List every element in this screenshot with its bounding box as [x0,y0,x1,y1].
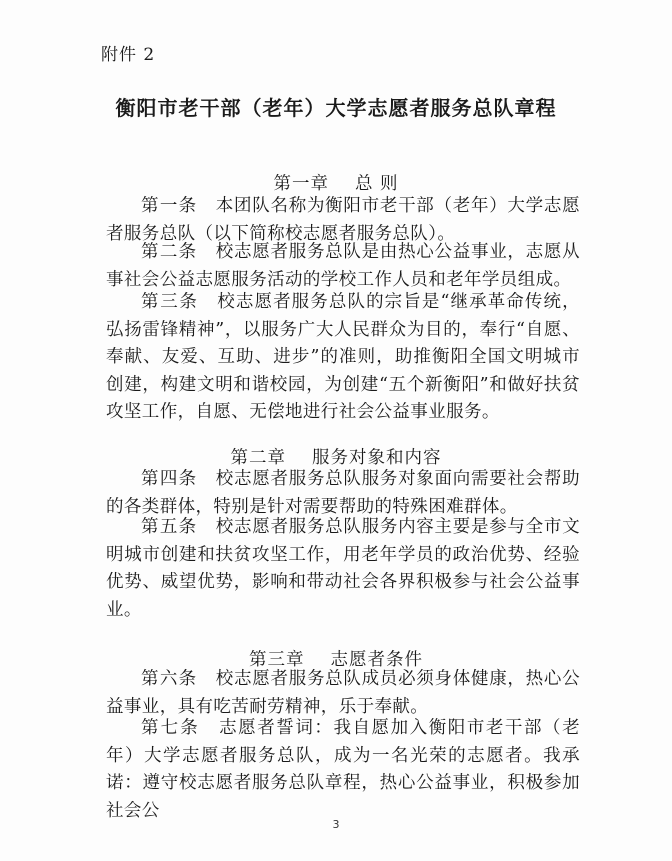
article-text: 校志愿者服务总队是由热心公益事业，志愿从事社会公益志愿服务活动的学校工作人员和老年学员组成。 [106,242,581,290]
article-6 [106,666,580,721]
chapter-1-heading [0,170,672,195]
article-number: 第五条 [141,517,198,537]
article-3 [106,289,580,427]
article-number: 第四条 [141,469,198,489]
chapter-name: 服务对象和内容 [312,448,442,468]
article-number: 第三条 [141,292,199,312]
article-2 [106,239,580,294]
article-number: 第一条 [141,196,198,216]
article-number: 第六条 [141,669,198,689]
article-text: 志愿者誓词：我自愿加入衡阳市老干部（老年）大学志愿者服务总队，成为一名光荣的志愿者。我承诺：遵守校志愿者服务总队章程，热心公益事业，积极参加社会公 [106,718,580,821]
page-number: 3 [332,818,340,831]
chapter-name: 总 则 [354,174,399,194]
chapter-number: 第一章 [273,174,329,194]
article-text: 校志愿者服务总队服务内容主要是参与全市文明城市创建和扶贫攻坚工作，用老年学员的政治优势、经验优势、威望优势，影响和带动社会各界积极参与社会公益事业。 [106,517,581,620]
article-number: 第七条 [141,718,200,738]
chapter-number: 第三章 [249,650,305,670]
attachment-label: 附件 2 [101,45,156,65]
article-5 [106,514,580,624]
article-7 [106,715,580,825]
chapter-name: 志愿者条件 [330,650,423,670]
article-text: 本团队名称为衡阳市老干部（老年）大学志愿者服务总队（以下简称校志愿者服务总队）。 [106,196,581,244]
article-text: 校志愿者服务总队成员必须身体健康，热心公益事业，具有吃苦耐劳精神，乐于奉献。 [106,669,581,717]
document-title: 衡阳市老干部（老年）大学志愿者服务总队章程 [115,96,557,120]
article-number: 第二条 [141,242,198,262]
article-text: 校志愿者服务总队的宗旨是“继承革命传统，弘扬雷锋精神”，以服务广大人民群众为目的，奉行“自愿、奉献、友爱、互助、进步”的准则，助推衡阳全国文明城市创建，构建文明和谐校园，为创建“五个新衡阳”和做好扶贫攻坚工作，自愿、无偿地进行社会公益事业服务。 [106,292,580,422]
article-4 [106,466,580,521]
chapter-number: 第二章 [230,448,286,468]
article-text: 校志愿者服务总队服务对象面向需要社会帮助的各类群体，特别是针对需要帮助的特殊困难群体。 [106,469,581,517]
